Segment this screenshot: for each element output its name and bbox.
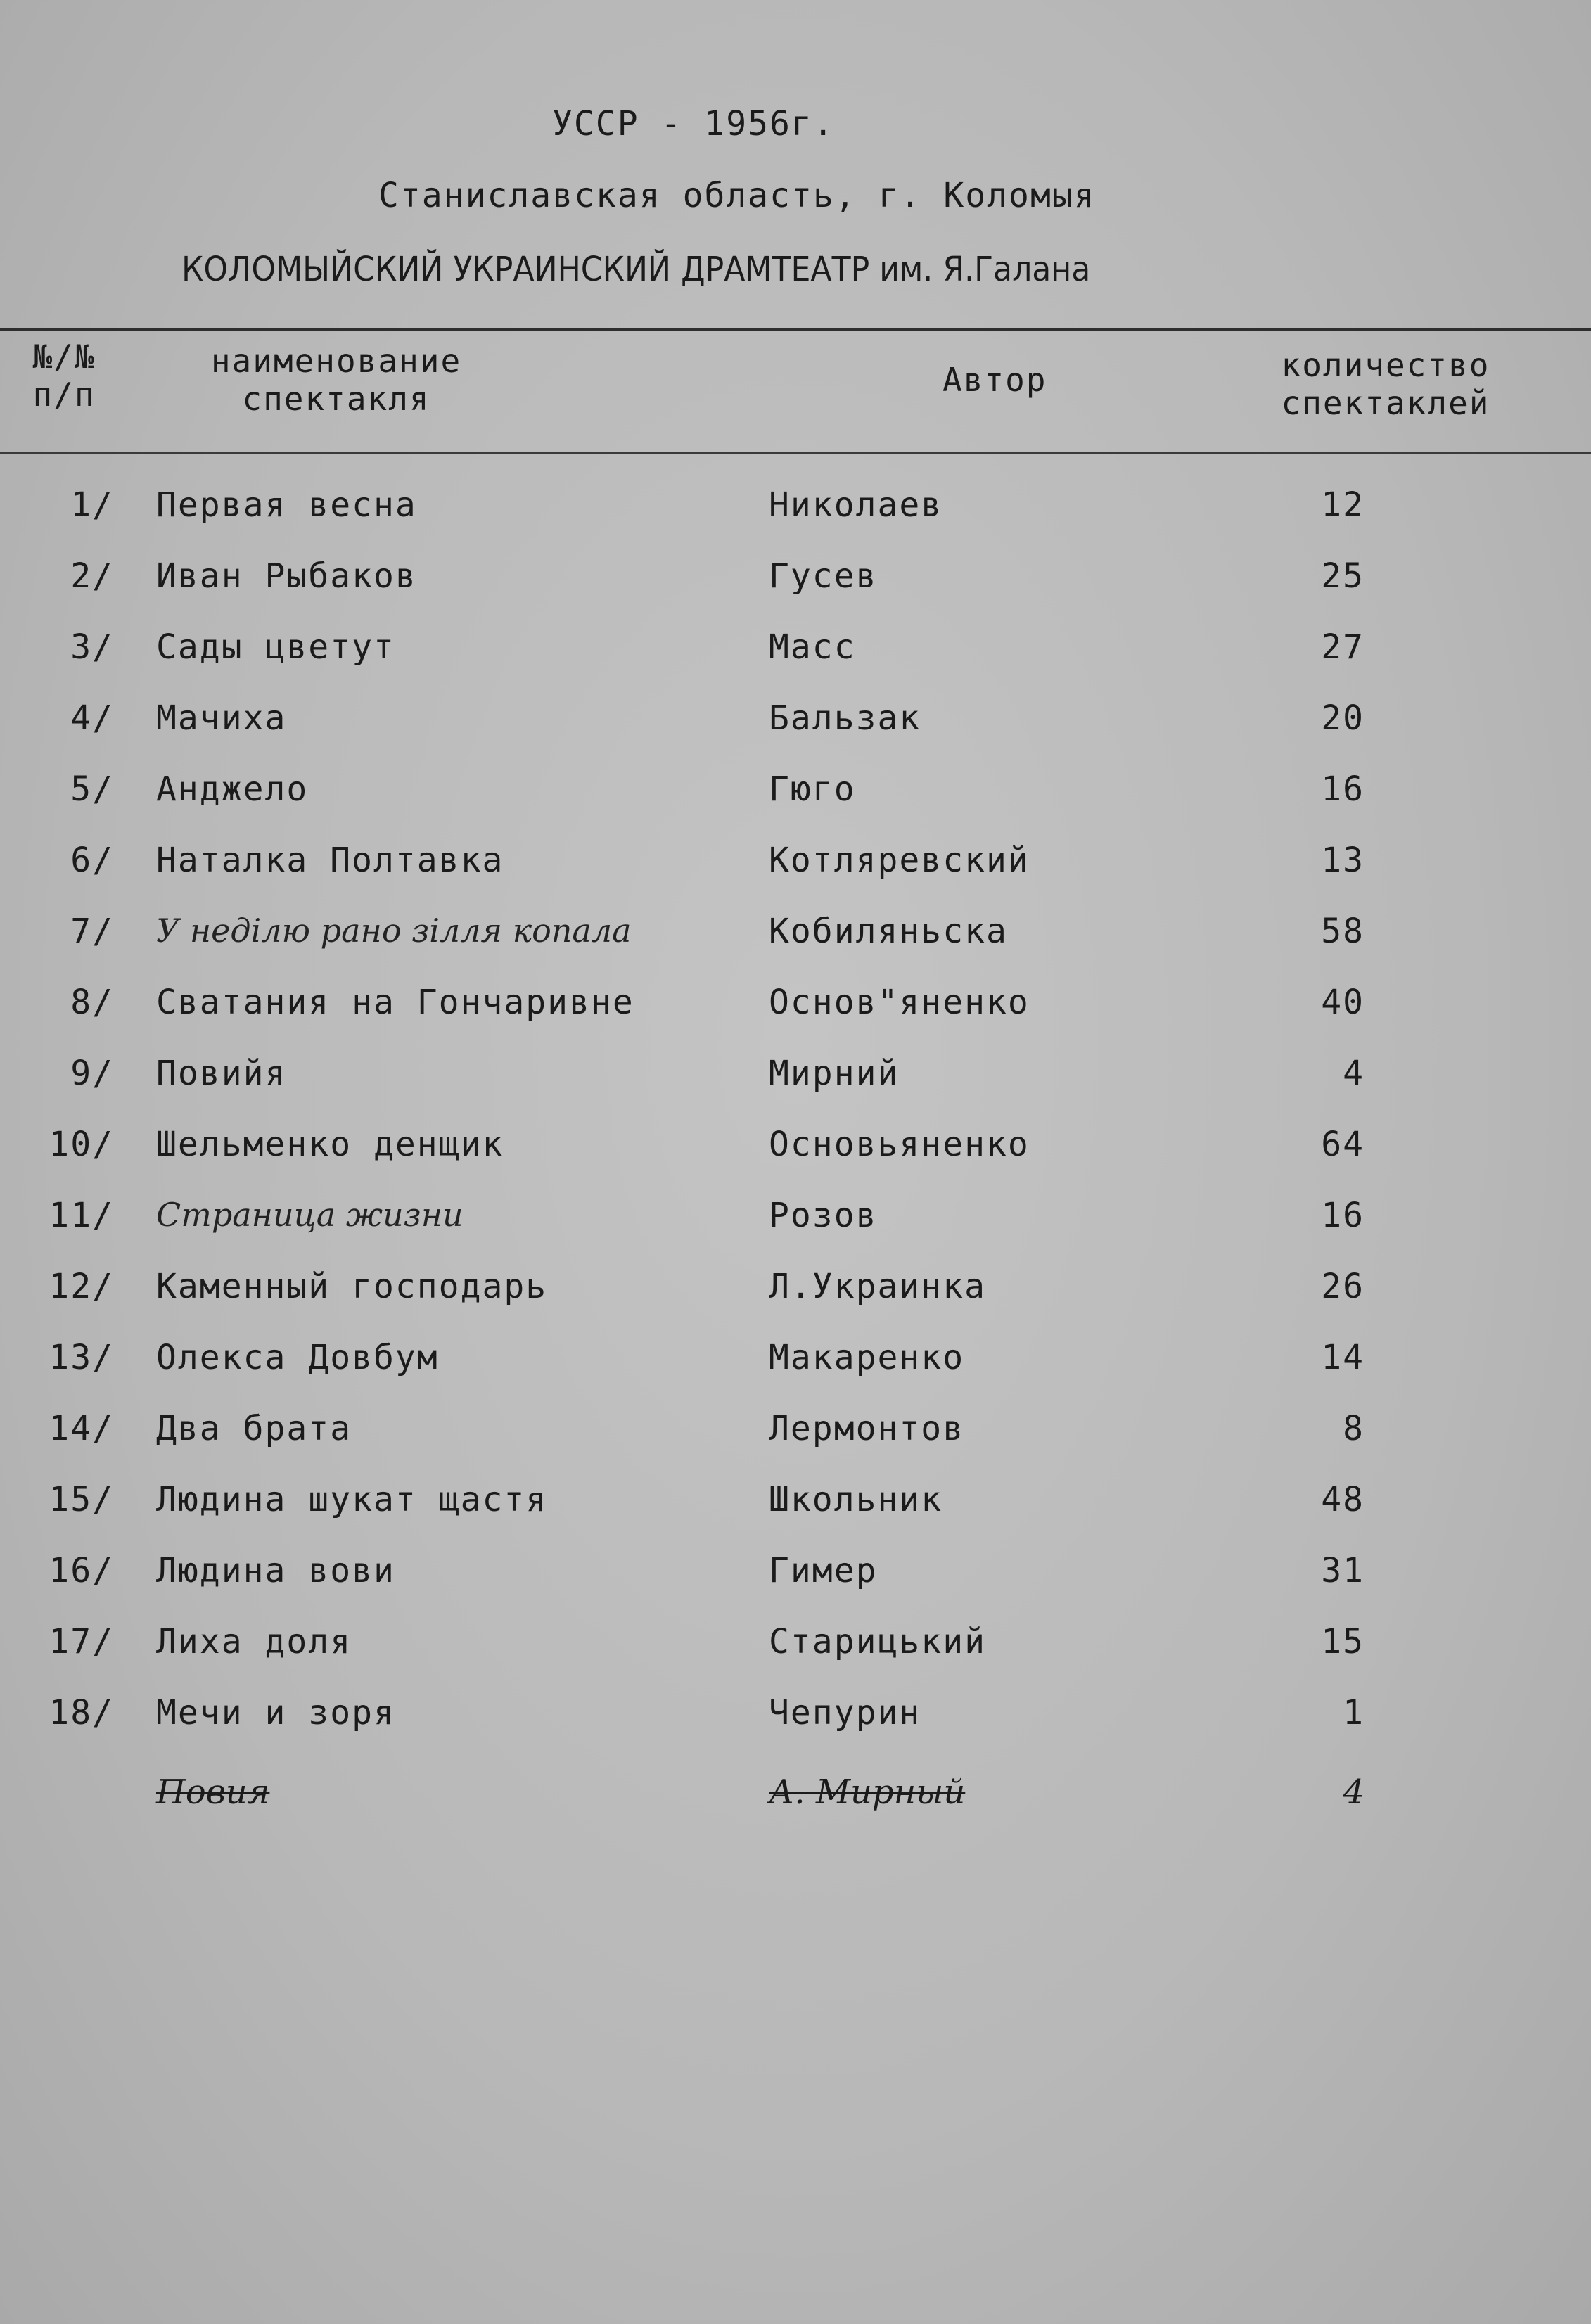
- row-author: Котляревский: [769, 841, 1030, 880]
- table-row: [0, 1267, 1591, 1337]
- row-author: Основ"яненко: [769, 983, 1030, 1022]
- row-title: Мечи и зоря: [156, 1693, 395, 1732]
- table-header-rule: [0, 452, 1591, 454]
- row-number: 7/: [70, 912, 114, 951]
- table-top-rule: [0, 328, 1591, 331]
- table-row: [0, 1125, 1591, 1195]
- column-header-author: Автор: [943, 361, 1047, 399]
- row-author: Николаев: [769, 485, 943, 525]
- row-author: Основьяненко: [769, 1125, 1030, 1164]
- row-title: Олекса Довбум: [156, 1338, 439, 1377]
- row-number: 9/: [70, 1054, 114, 1093]
- row-count: 1: [1343, 1693, 1365, 1732]
- table-row: [0, 1409, 1591, 1479]
- table-row: [0, 1693, 1591, 1763]
- row-number: 14/: [49, 1409, 114, 1448]
- row-number: 2/: [70, 556, 114, 596]
- table-row: [0, 841, 1591, 911]
- row-count: 16: [1321, 1196, 1365, 1235]
- row-number: 3/: [70, 627, 114, 667]
- row-author: Гюго: [769, 770, 856, 809]
- row-number: 1/: [70, 485, 114, 525]
- row-title: Лиха доля: [156, 1622, 352, 1661]
- table-row: [0, 1196, 1591, 1266]
- row-author: Гусев: [769, 556, 878, 596]
- row-title: Каменный господарь: [156, 1267, 548, 1306]
- row-author: Л.Украинка: [769, 1267, 986, 1306]
- row-count: 40: [1321, 983, 1365, 1022]
- row-author: Кобиляньска: [769, 912, 1008, 951]
- column-header-count: количество спектаклей: [1281, 346, 1490, 422]
- document-region: Станиславская область, г. Коломыя: [378, 176, 1096, 215]
- row-author: Лермонтов: [769, 1409, 965, 1448]
- table-row: [0, 1622, 1591, 1692]
- row-number: 13/: [49, 1338, 114, 1377]
- table-row: [0, 556, 1591, 627]
- row-title: Первая весна: [156, 485, 417, 525]
- row-number: 16/: [49, 1551, 114, 1590]
- table-row: [0, 1480, 1591, 1550]
- theatre-name: КОЛОМЫЙСКИЙ УКРАИНСКИЙ ДРАМТЕАТР им. Я.Галана: [181, 250, 1091, 289]
- table-row: [0, 485, 1591, 556]
- row-title-handwritten: У неділю рано зілля копала: [156, 912, 632, 950]
- document-title: УССР - 1956г.: [552, 104, 835, 143]
- row-number: 18/: [49, 1693, 114, 1732]
- struck-count: 4: [1343, 1773, 1365, 1812]
- row-author: Гимер: [769, 1551, 878, 1590]
- row-author: Макаренко: [769, 1338, 965, 1377]
- row-count: 12: [1321, 485, 1365, 525]
- row-title: Два брата: [156, 1409, 352, 1448]
- row-count: 14: [1321, 1338, 1365, 1377]
- row-count: 58: [1321, 912, 1365, 951]
- struck-table-row: [0, 1773, 1591, 1843]
- row-author: Бальзак: [769, 698, 921, 738]
- column-header-number: №/№ п/п: [32, 338, 96, 414]
- row-title: Повийя: [156, 1054, 287, 1093]
- row-author: Школьник: [769, 1480, 943, 1519]
- row-count: 48: [1321, 1480, 1365, 1519]
- row-author: Мирний: [769, 1054, 900, 1093]
- row-title: Сватания на Гончаривне: [156, 983, 634, 1022]
- table-row: [0, 912, 1591, 982]
- row-count: 4: [1343, 1054, 1365, 1093]
- row-title: Шельменко денщик: [156, 1125, 504, 1164]
- row-title: Наталка Полтавка: [156, 841, 504, 880]
- row-count: 64: [1321, 1125, 1365, 1164]
- struck-author: А. Мирный: [769, 1773, 966, 1812]
- row-title: Иван Рыбаков: [156, 556, 417, 596]
- row-count: 20: [1321, 698, 1365, 738]
- row-count: 26: [1321, 1267, 1365, 1306]
- row-number: 4/: [70, 698, 114, 738]
- row-number: 17/: [49, 1622, 114, 1661]
- row-title: Мачиха: [156, 698, 287, 738]
- row-author: Масс: [769, 627, 856, 667]
- row-count: 16: [1321, 770, 1365, 809]
- table-row: [0, 698, 1591, 769]
- row-title: Людина вови: [156, 1551, 395, 1590]
- row-count: 8: [1343, 1409, 1365, 1448]
- row-count: 15: [1321, 1622, 1365, 1661]
- row-number: 10/: [49, 1125, 114, 1164]
- row-title-handwritten: Страница жизни: [156, 1196, 464, 1234]
- row-number: 12/: [49, 1267, 114, 1306]
- row-number: 5/: [70, 770, 114, 809]
- row-count: 13: [1321, 841, 1365, 880]
- table-row: [0, 770, 1591, 840]
- table-row: [0, 1551, 1591, 1621]
- struck-title: Повия: [156, 1773, 270, 1812]
- row-title: Людина шукат щастя: [156, 1480, 548, 1519]
- row-number: 15/: [49, 1480, 114, 1519]
- table-row: [0, 983, 1591, 1053]
- row-count: 31: [1321, 1551, 1365, 1590]
- row-title: Анджело: [156, 770, 309, 809]
- table-row: [0, 1338, 1591, 1408]
- row-count: 27: [1321, 627, 1365, 667]
- row-number: 8/: [70, 983, 114, 1022]
- row-number: 11/: [49, 1196, 114, 1235]
- table-row: [0, 1054, 1591, 1124]
- table-row: [0, 627, 1591, 698]
- row-author: Розов: [769, 1196, 878, 1235]
- column-header-title: наименование спектакля: [210, 342, 462, 418]
- row-author: Чепурин: [769, 1693, 921, 1732]
- row-number: 6/: [70, 841, 114, 880]
- row-count: 25: [1321, 556, 1365, 596]
- row-title: Сады цветут: [156, 627, 395, 667]
- row-author: Старицький: [769, 1622, 986, 1661]
